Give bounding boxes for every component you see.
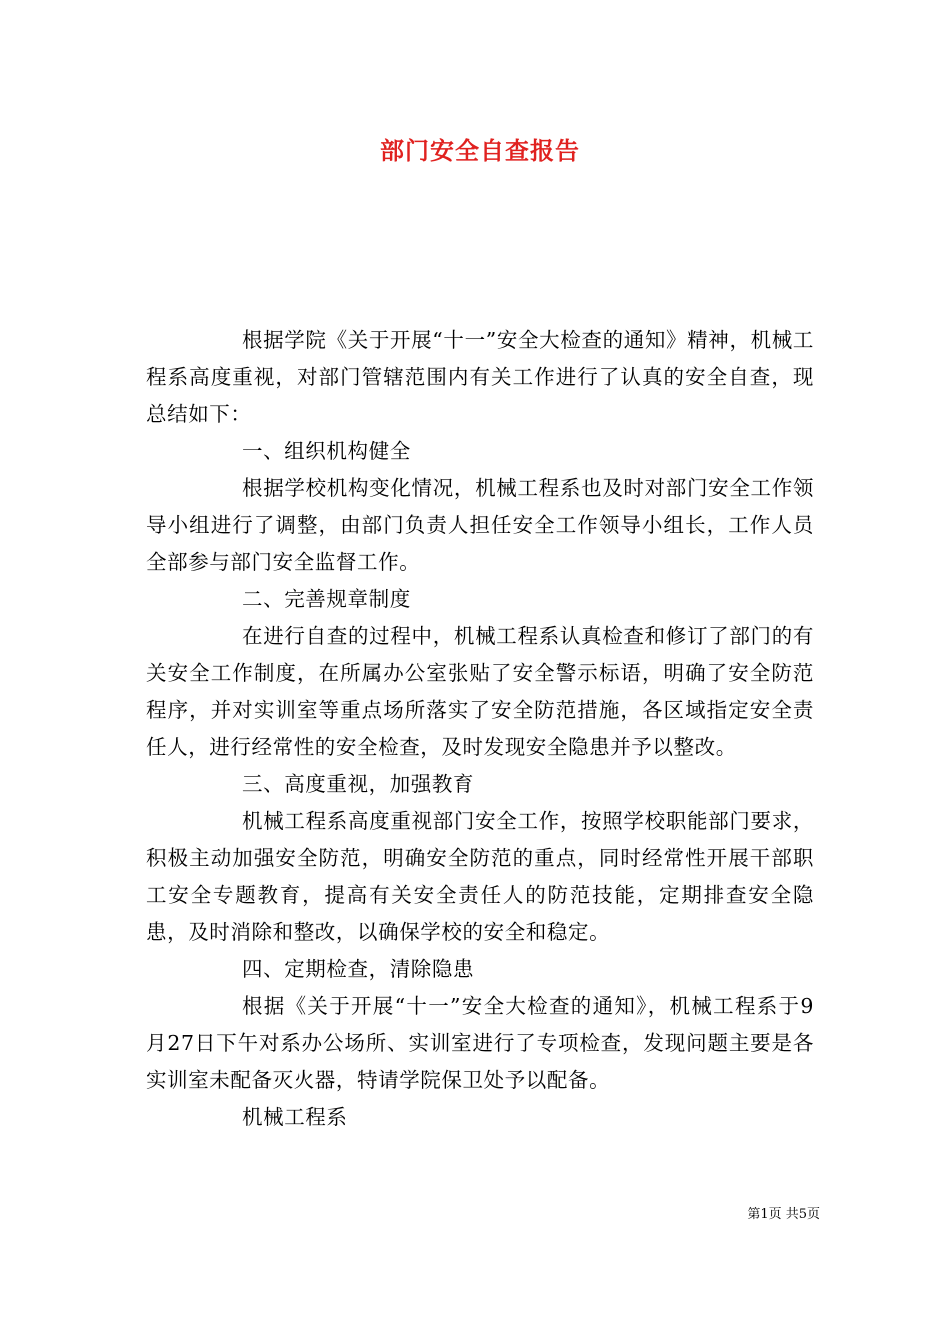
intro-paragraph: 根据学院《关于开展“十一”安全大检查的通知》精神，机械工程系高度重视，对部门管辖范围内有关工作进行了认真的安全自查，现总结如下： bbox=[146, 328, 814, 426]
document-title: 部门安全自查报告 bbox=[380, 136, 580, 165]
section-paragraph: 根据《关于开展“十一”安全大检查的通知》，机械工程系于9月27日下午对系办公场所、实训室进行了专项检查，发现问题主要是各实训室未配备灭火器，特请学院保卫处予以配备。 bbox=[146, 994, 814, 1092]
document-body bbox=[146, 322, 814, 1136]
section-paragraph: 根据学校机构变化情况，机械工程系也及时对部门安全工作领导小组进行了调整，由部门负责人担任安全工作领导小组长，工作人员全部参与部门安全监督工作。 bbox=[146, 476, 814, 574]
signature: 机械工程系 bbox=[242, 1105, 348, 1129]
page-number: 第1页 共5页 bbox=[747, 1207, 820, 1222]
section-heading: 一、组织机构健全 bbox=[242, 439, 411, 463]
section-heading: 四、定期检查，清除隐患 bbox=[242, 957, 475, 981]
section-paragraph: 机械工程系高度重视部门安全工作，按照学校职能部门要求，积极主动加强安全防范，明确安全防范的重点，同时经常性开展干部职工安全专题教育，提高有关安全责任人的防范技能，定期排查安全隐患，及时消除和整改，以确保学校的安全和稳定。 bbox=[146, 809, 814, 944]
section-paragraph: 在进行自查的过程中，机械工程系认真检查和修订了部门的有关安全工作制度，在所属办公室张贴了安全警示标语，明确了安全防范程序，并对实训室等重点场所落实了安全防范措施，各区域指定安全责任人，进行经常性的安全检查，及时发现安全隐患并予以整改。 bbox=[146, 624, 814, 759]
section-heading: 三、高度重视，加强教育 bbox=[242, 772, 475, 796]
section-heading: 二、完善规章制度 bbox=[242, 587, 411, 611]
